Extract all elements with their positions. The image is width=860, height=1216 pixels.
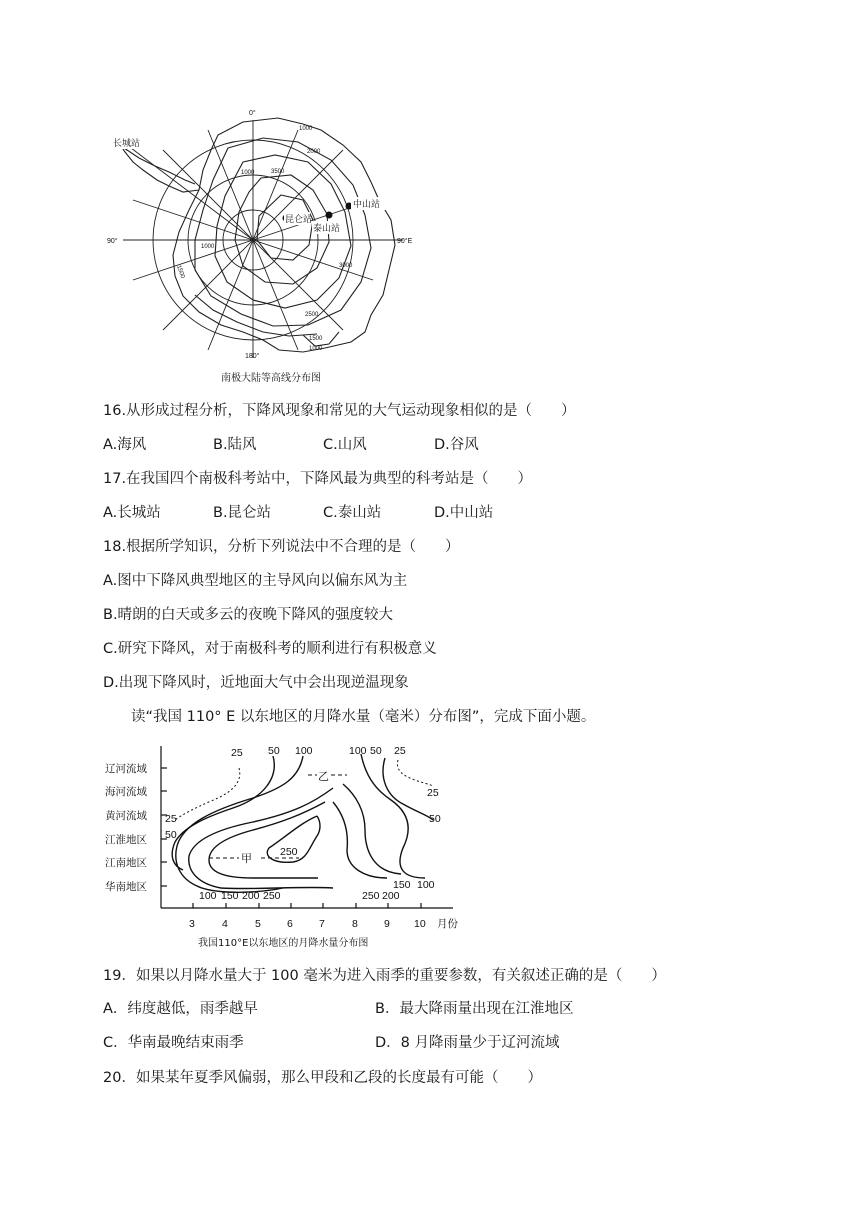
iso-label: 100 (295, 745, 313, 757)
q18-option-c[interactable]: C.研究下降风，对于南极科考的顺利进行有积极意义 (103, 641, 437, 657)
q19-option-d[interactable]: D．8 月降雨量少于辽河流域 (375, 1035, 560, 1051)
iso-label: 25 (165, 813, 177, 825)
iso-label: 100 (417, 879, 435, 891)
contour-label: 1500 (175, 264, 186, 280)
label-jia: 甲 (241, 853, 252, 865)
q17-option-d[interactable]: D.中山站 (434, 505, 494, 521)
month-tick-label: 10 (414, 918, 426, 930)
lon-90w-label: 90° (107, 238, 118, 245)
precipitation-isoline-chart (103, 738, 483, 953)
iso-label: 200 (242, 890, 260, 902)
contour-label: 1000 (241, 170, 255, 176)
q16-option-b[interactable]: B.陆风 (213, 437, 257, 453)
iso-label: 250 (263, 890, 281, 902)
month-tick-label: 3 (189, 918, 195, 930)
iso-label: 150 (221, 890, 239, 902)
contour-label: 3500 (271, 169, 285, 175)
iso-label: 100 (199, 890, 217, 902)
contour-label: 1000 (299, 126, 313, 132)
region-label: 黄河流域 (105, 810, 147, 822)
q20-stem: 20．如果某年夏季风偏弱，那么甲段和乙段的长度最有可能（ ） (103, 1070, 542, 1086)
q17-option-c[interactable]: C.泰山站 (323, 505, 382, 521)
station-changcheng-label: 长城站 (113, 138, 141, 148)
iso-label: 250 (280, 846, 298, 858)
contour-label: 1500 (309, 336, 323, 342)
q19-option-a[interactable]: A．纬度越低，雨季越早 (103, 1001, 258, 1017)
q16-option-c[interactable]: C.山风 (323, 437, 367, 453)
iso-label: 50 (268, 745, 280, 757)
q18-option-b[interactable]: B.晴朗的白天或多云的夜晚下降风的强度较大 (103, 607, 394, 623)
station-kunlun-label: 昆仑站 (285, 214, 313, 224)
month-axis-unit: 月份 (437, 918, 458, 930)
contour-label: 2000 (307, 149, 321, 155)
contour-label: 3000 (339, 263, 353, 269)
q17-option-b[interactable]: B.昆仑站 (213, 505, 272, 521)
figure2-caption: 我国110°E以东地区的月降水量分布图 (198, 938, 369, 949)
antarctica-contour-map (103, 100, 423, 390)
q18-stem: 18.根据所学知识，分析下列说法中不合理的是（ ） (103, 539, 460, 555)
iso-label: 200 (382, 890, 400, 902)
station-taishan-label: 泰山站 (313, 223, 341, 233)
iso-label: 50 (165, 829, 177, 841)
region-label: 华南地区 (105, 881, 147, 893)
month-tick-label: 6 (287, 918, 293, 930)
lon-90e-label: 90°E (397, 238, 413, 245)
label-yi: 乙 (318, 771, 329, 783)
q17-option-a[interactable]: A.长城站 (103, 505, 161, 521)
iso-label: 150 (393, 879, 411, 891)
region-label: 海河流域 (105, 786, 147, 798)
q16-stem: 16.从形成过程分析，下降风现象和常见的大气运动现象相似的是（ ） (103, 403, 576, 419)
region-label: 辽河流域 (105, 763, 147, 775)
iso-label: 250 (362, 890, 380, 902)
month-tick-label: 4 (222, 918, 228, 930)
lon-180-label: 180° (245, 353, 260, 360)
month-tick-label: 9 (384, 918, 390, 930)
region-label: 江南地区 (105, 857, 147, 869)
month-tick-label: 7 (319, 918, 325, 930)
section-intro: 读“我国 110° E 以东地区的月降水量（毫米）分布图”，完成下面小题。 (131, 709, 596, 725)
iso-label: 50 (370, 745, 382, 757)
q19-option-c[interactable]: C．华南最晚结束雨季 (103, 1035, 244, 1051)
iso-label: 25 (427, 787, 439, 799)
contour-label: 1000 (201, 244, 215, 250)
q16-option-d[interactable]: D.谷风 (434, 437, 479, 453)
figure1-caption: 南极大陆等高线分布图 (221, 373, 321, 384)
iso-label: 25 (394, 745, 406, 757)
region-label: 江淮地区 (105, 834, 147, 846)
iso-label: 25 (231, 747, 243, 759)
month-tick-label: 5 (255, 918, 261, 930)
contour-label: 1000 (309, 346, 323, 352)
month-tick-label: 8 (352, 918, 358, 930)
q17-stem: 17.在我国四个南极科考站中，下降风最为典型的科考站是（ ） (103, 471, 533, 487)
q19-option-b[interactable]: B．最大降雨量出现在江淮地区 (375, 1001, 574, 1017)
q19-stem: 19．如果以月降水量大于 100 毫米为进入雨季的重要参数，有关叙述正确的是（ ） (103, 968, 666, 984)
contour-label: 2500 (305, 312, 319, 318)
iso-label: 100 (349, 745, 367, 757)
iso-label: 50 (429, 813, 441, 825)
q18-option-a[interactable]: A.图中下降风典型地区的主导风向以偏东风为主 (103, 573, 408, 589)
q18-option-d[interactable]: D.出现下降风时，近地面大气中会出现逆温现象 (103, 675, 409, 691)
station-zhongshan-label: 中山站 (353, 199, 381, 209)
q16-option-a[interactable]: A.海风 (103, 437, 147, 453)
lon-0-label: 0° (249, 110, 256, 117)
